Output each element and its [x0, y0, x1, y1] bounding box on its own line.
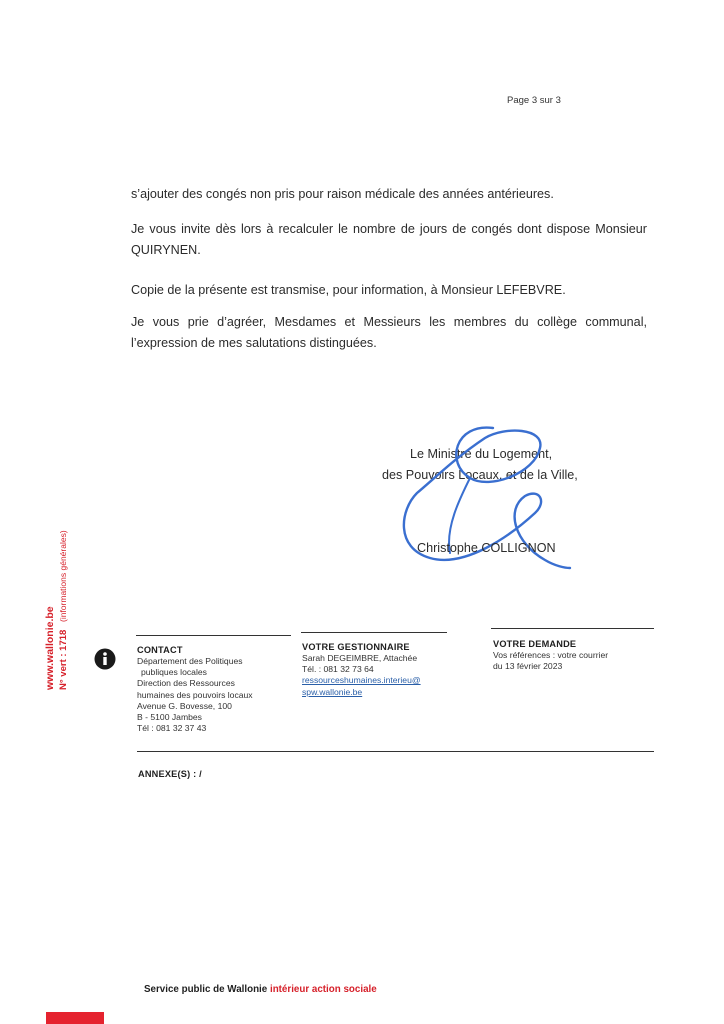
footer-brand-name: Service public de Wallonie [144, 984, 268, 995]
footer-brand [144, 984, 377, 995]
demande-reference: Vos références : votre courrier [493, 650, 609, 660]
gestionnaire-name: Sarah DEGEIMBRE, Attachée [302, 653, 418, 663]
annexes-label: ANNEXE(S) : / [138, 769, 202, 779]
brand-color-block [46, 1012, 104, 1024]
contact-line: Tél : 081 32 37 43 [137, 723, 207, 734]
paragraph-recalculate-request: Je vous invite dès lors à recalculer le nombre de jours de congés dont dispose Monsieur QUIRYNEN. [131, 222, 647, 257]
paragraph-leave-carryover: s’ajouter des congés non pris pour raison médicale des années antérieures. [131, 187, 554, 201]
contact-line: Direction des Ressources [137, 678, 235, 689]
signature-title-line1: Le Ministre du Logement, [410, 447, 553, 461]
paragraph-copy-notice: Copie de la présente est transmise, pour information, à Monsieur LEFEBVRE. [131, 283, 566, 297]
contact-column [137, 645, 253, 734]
gestionnaire-rule [301, 632, 447, 633]
gestionnaire-phone: Tél. : 081 32 73 64 [302, 664, 374, 675]
signatory-name: Christophe COLLIGNON [417, 541, 556, 555]
gestionnaire-heading: VOTRE GESTIONNAIRE [302, 642, 410, 652]
demande-column [493, 639, 608, 672]
contact-line: humaines des pouvoirs locaux [137, 689, 253, 700]
footer-divider [137, 751, 654, 752]
gestionnaire-email-link-domain[interactable]: spw.wallonie.be [302, 686, 363, 697]
handwritten-signature [375, 418, 585, 588]
signature-title-line2: des Pouvoirs Locaux, et de la Ville, [382, 468, 578, 482]
hotline-number: N° vert : 1718 [58, 629, 69, 690]
hotline-note: (informations générales) [58, 530, 68, 622]
contact-heading: CONTACT [137, 645, 183, 655]
contact-line: B - 5100 Jambes [137, 712, 202, 723]
contact-rule [136, 635, 291, 636]
website-link[interactable]: www.wallonie.be [44, 606, 56, 690]
sidebar-contact-strip [34, 510, 74, 690]
gestionnaire-email-link[interactable]: ressourceshumaines.interieu@ [302, 675, 421, 686]
demande-heading: VOTRE DEMANDE [493, 639, 577, 649]
contact-line: publiques locales [141, 667, 207, 678]
page-number: Page 3 sur 3 [507, 95, 561, 106]
gestionnaire-column [302, 642, 421, 698]
contact-line: Avenue G. Bovesse, 100 [137, 700, 232, 711]
paragraph-closing-salutation: Je vous prie d’agréer, Mesdames et Messieurs les membres du collège communal, l’expression de mes salutations distinguées. [131, 315, 647, 350]
demande-date: du 13 février 2023 [493, 661, 563, 672]
info-icon [94, 648, 116, 670]
footer-department: intérieur action sociale [269, 984, 377, 995]
demande-rule [491, 628, 654, 629]
contact-line: Département des Politiques [137, 656, 243, 666]
